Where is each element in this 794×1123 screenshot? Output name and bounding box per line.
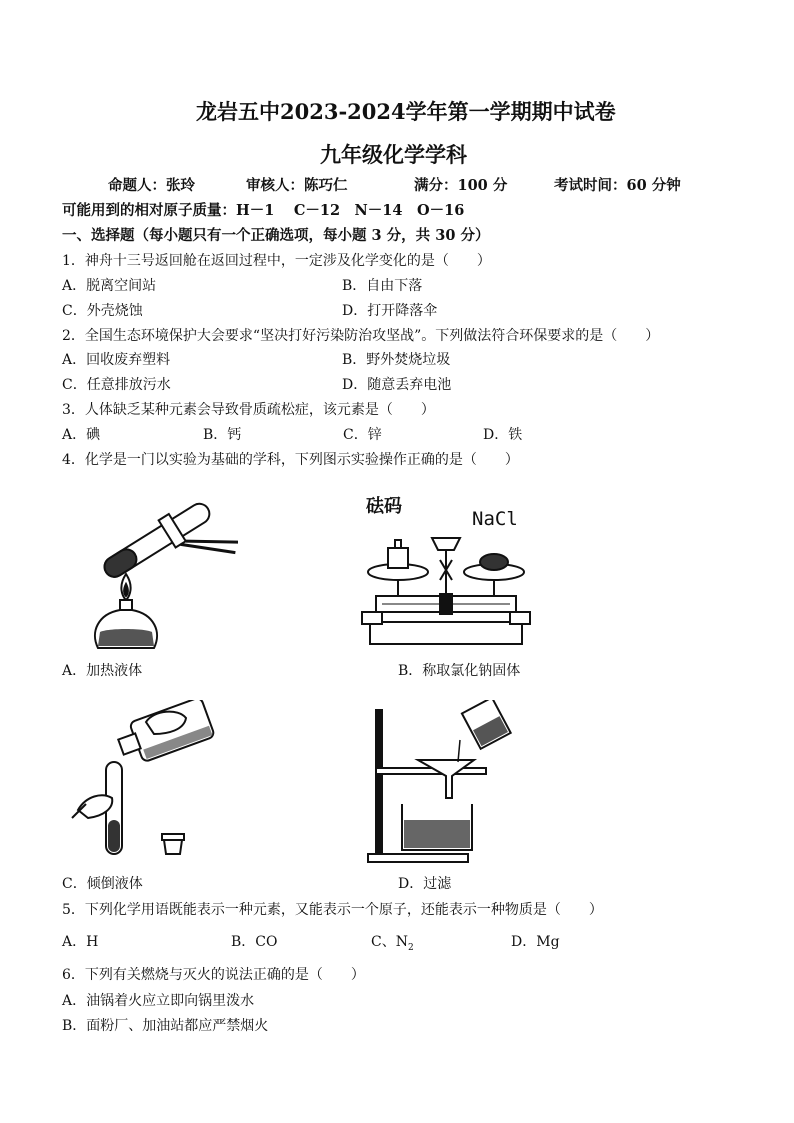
q6-option-b: B．面粉厂、加油站都应严禁烟火 (62, 1018, 269, 1034)
q1-option-b: B．自由下落 (342, 278, 423, 294)
q5-option-a (62, 931, 98, 951)
q5-option-c (371, 931, 414, 953)
question-5-stem: 5．下列化学用语既能表示一种元素，又能表示一个原子，还能表示一种物质是（ ） (62, 902, 603, 918)
q5-a-symbol: H (86, 934, 99, 950)
subject-title: 九年级化学学科 (320, 142, 467, 167)
figure-balance (356, 520, 536, 650)
q5-b-symbol: CO (255, 934, 278, 950)
label-weights: 砝码 (366, 496, 402, 517)
full-score: 满分：100 分 (414, 177, 508, 194)
q2-option-b: B．野外焚烧垃圾 (342, 352, 451, 368)
figure-pouring-liquid (68, 700, 228, 865)
figure-filtration (362, 700, 532, 865)
label-nacl: NaCl (472, 508, 518, 530)
question-3-stem: 3．人体缺乏某种元素会导致骨质疏松症，该元素是（ ） (62, 402, 435, 418)
q3-option-a: A．碘 (62, 427, 101, 443)
q5-d-symbol: Mg (536, 934, 560, 950)
q2-option-d: D．随意丢弃电池 (342, 377, 452, 393)
q2-option-a: A．回收废弃塑料 (62, 352, 171, 368)
question-1-stem: 1．神舟十三号返回舱在返回过程中，一定涉及化学变化的是（ ） (62, 253, 491, 269)
question-6-stem: 6．下列有关燃烧与灭火的说法正确的是（ ） (62, 967, 365, 983)
q5-c-symbol: N (395, 934, 408, 950)
q3-option-b: B．钙 (203, 427, 242, 443)
q3-option-d: D．铁 (483, 427, 523, 443)
q3-option-c: C．锌 (343, 427, 382, 443)
question-2-stem: 2．全国生态环境保护大会要求“坚决打好污染防治攻坚战”。下列做法符合环保要求的是（ ） (62, 328, 660, 344)
q5-a-prefix: A． (62, 934, 87, 950)
q6-option-a: A．油锅着火应立即向锅里泼水 (62, 993, 255, 1009)
q4-option-b: B．称取氯化钠固体 (398, 663, 521, 679)
q2-option-c: C．任意排放污水 (62, 377, 171, 393)
q1-option-d: D．打开降落伞 (342, 303, 438, 319)
question-4-stem: 4．化学是一门以实验为基础的学科，下列图示实验操作正确的是（ ） (62, 452, 519, 468)
q4-option-d: D．过滤 (398, 876, 452, 892)
q4-option-c: C．倾倒液体 (62, 876, 143, 892)
q5-c-subscript: 2 (407, 942, 414, 953)
q1-option-c: C．外壳烧蚀 (62, 303, 143, 319)
q5-option-d (511, 931, 560, 951)
section-heading: 一、选择题（每小题只有一个正确选项，每小题 3 分，共 30 分） (62, 227, 490, 244)
atomic-mass-line: 可能用到的相对原子质量：H－1 C－12 N－14 O－16 (62, 202, 465, 219)
q5-d-prefix: D． (511, 934, 537, 950)
exam-time: 考试时间：60 分钟 (554, 177, 681, 194)
q5-b-prefix: B． (231, 934, 256, 950)
q5-option-b (231, 931, 278, 951)
q5-c-prefix: C、 (371, 934, 396, 950)
reviewer: 审核人：陈巧仁 (246, 177, 348, 194)
figure-heating-liquid (78, 482, 238, 652)
setter: 命题人：张玲 (108, 177, 195, 194)
exam-title: 龙岩五中2023-2024学年第一学期期中试卷 (196, 99, 616, 124)
q1-option-a: A．脱离空间站 (62, 278, 157, 294)
q4-option-a: A．加热液体 (62, 663, 143, 679)
